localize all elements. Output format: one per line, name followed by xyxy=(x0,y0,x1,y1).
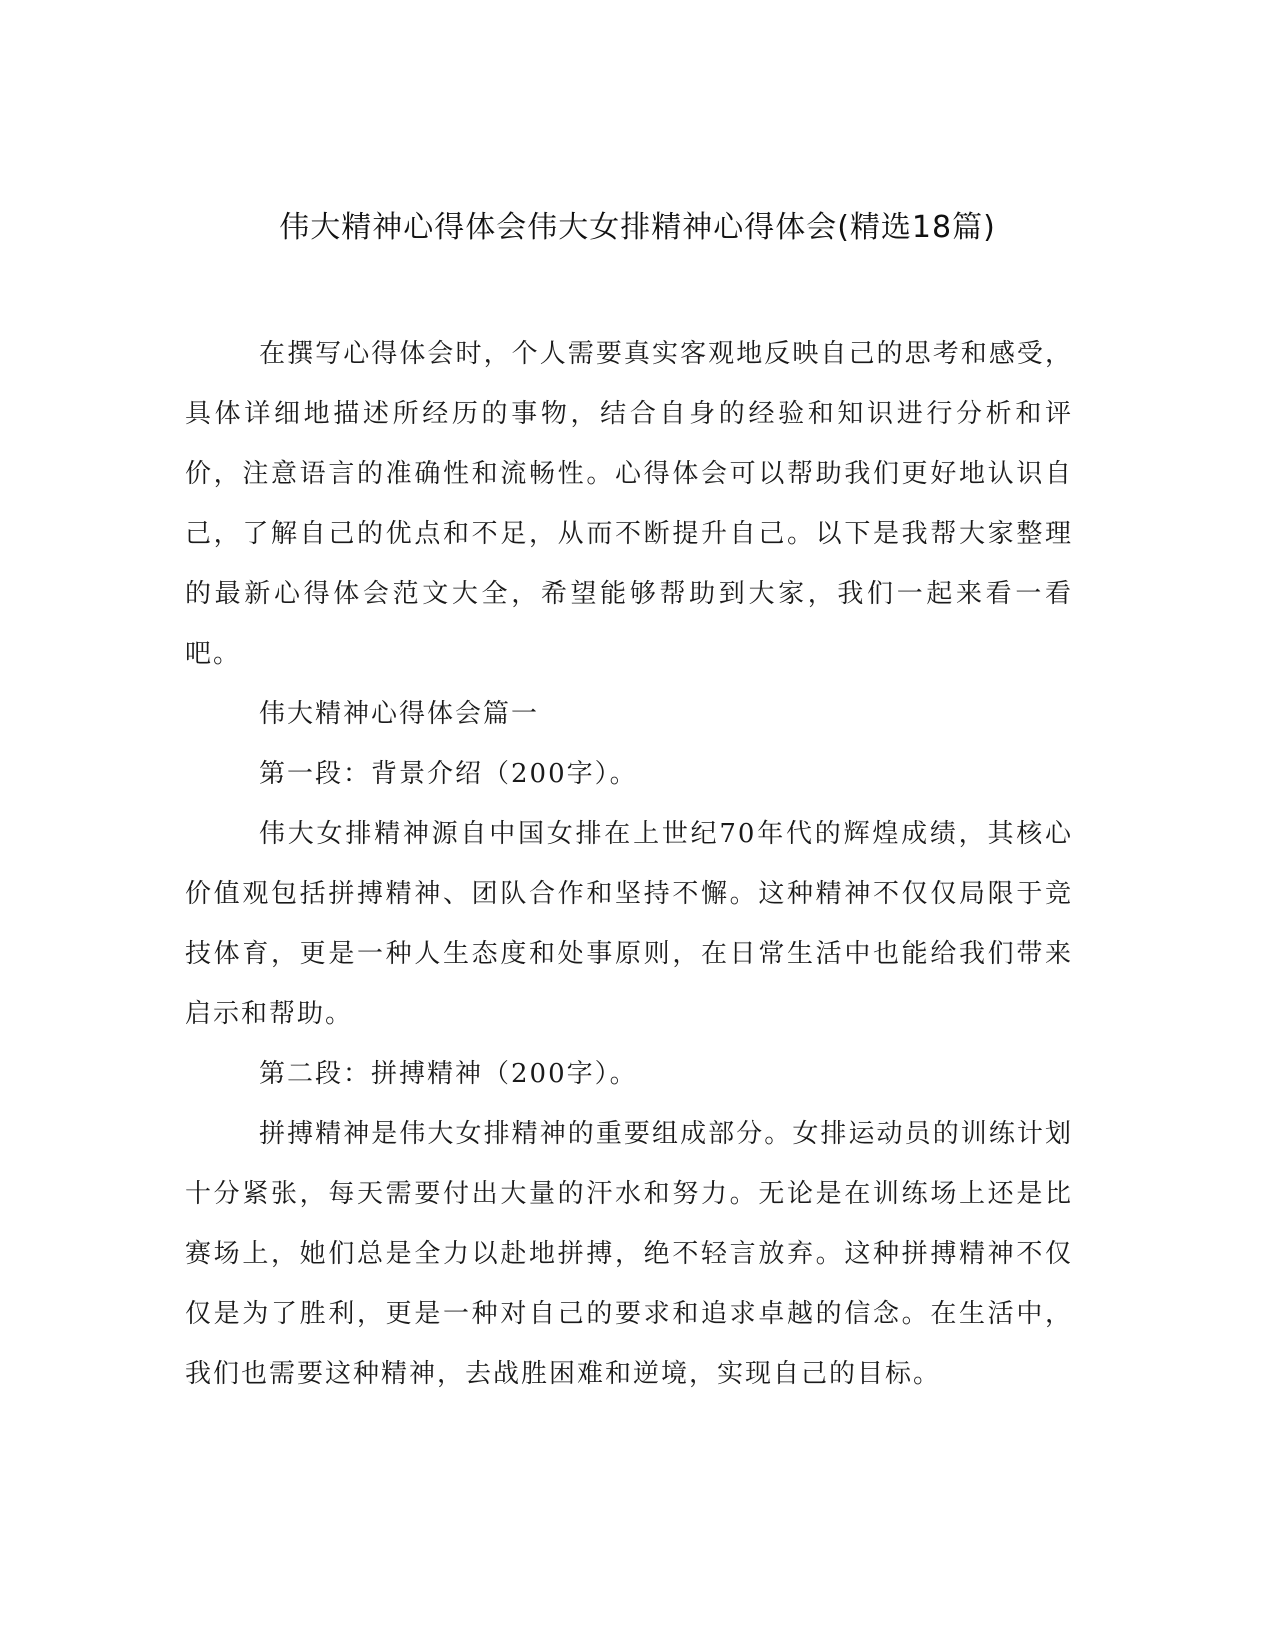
paragraph-intro: 在撰写心得体会时，个人需要真实客观地反映自己的思考和感受，具体详细地描述所经历的事物，结合自身的经验和知识进行分析和评价，注意语言的准确性和流畅性。心得体会可以帮助我们更好地认识自己，了解自己的优点和不足，从而不断提升自己。以下是我帮大家整理的最新心得体会范文大全，希望能够帮助到大家，我们一起来看一看吧。 xyxy=(185,339,1073,669)
subsection-heading: 第二段：拼搏精神（200字）。 xyxy=(259,1059,638,1089)
section-heading: 伟大精神心得体会篇一 xyxy=(259,699,540,729)
document-body xyxy=(185,324,1073,1404)
subsection-heading: 第一段：背景介绍（200字）。 xyxy=(259,759,638,789)
document-title: 伟大精神心得体会伟大女排精神心得体会(精选18篇) xyxy=(279,210,996,245)
paragraph-background: 伟大女排精神源自中国女排在上世纪70年代的辉煌成绩，其核心价值观包括拼搏精神、团队合作和坚持不懈。这种精神不仅仅局限于竞技体育，更是一种人生态度和处事原则，在日常生活中也能给我们带来启示和帮助。 xyxy=(185,819,1073,1029)
paragraph-fighting-spirit: 拼搏精神是伟大女排精神的重要组成部分。女排运动员的训练计划十分紧张，每天需要付出大量的汗水和努力。无论是在训练场上还是比赛场上，她们总是全力以赴地拼搏，绝不轻言放弃。这种拼搏精神不仅仅是为了胜利，更是一种对自己的要求和追求卓越的信念。在生活中，我们也需要这种精神，去战胜困难和逆境，实现自己的目标。 xyxy=(185,1119,1073,1389)
